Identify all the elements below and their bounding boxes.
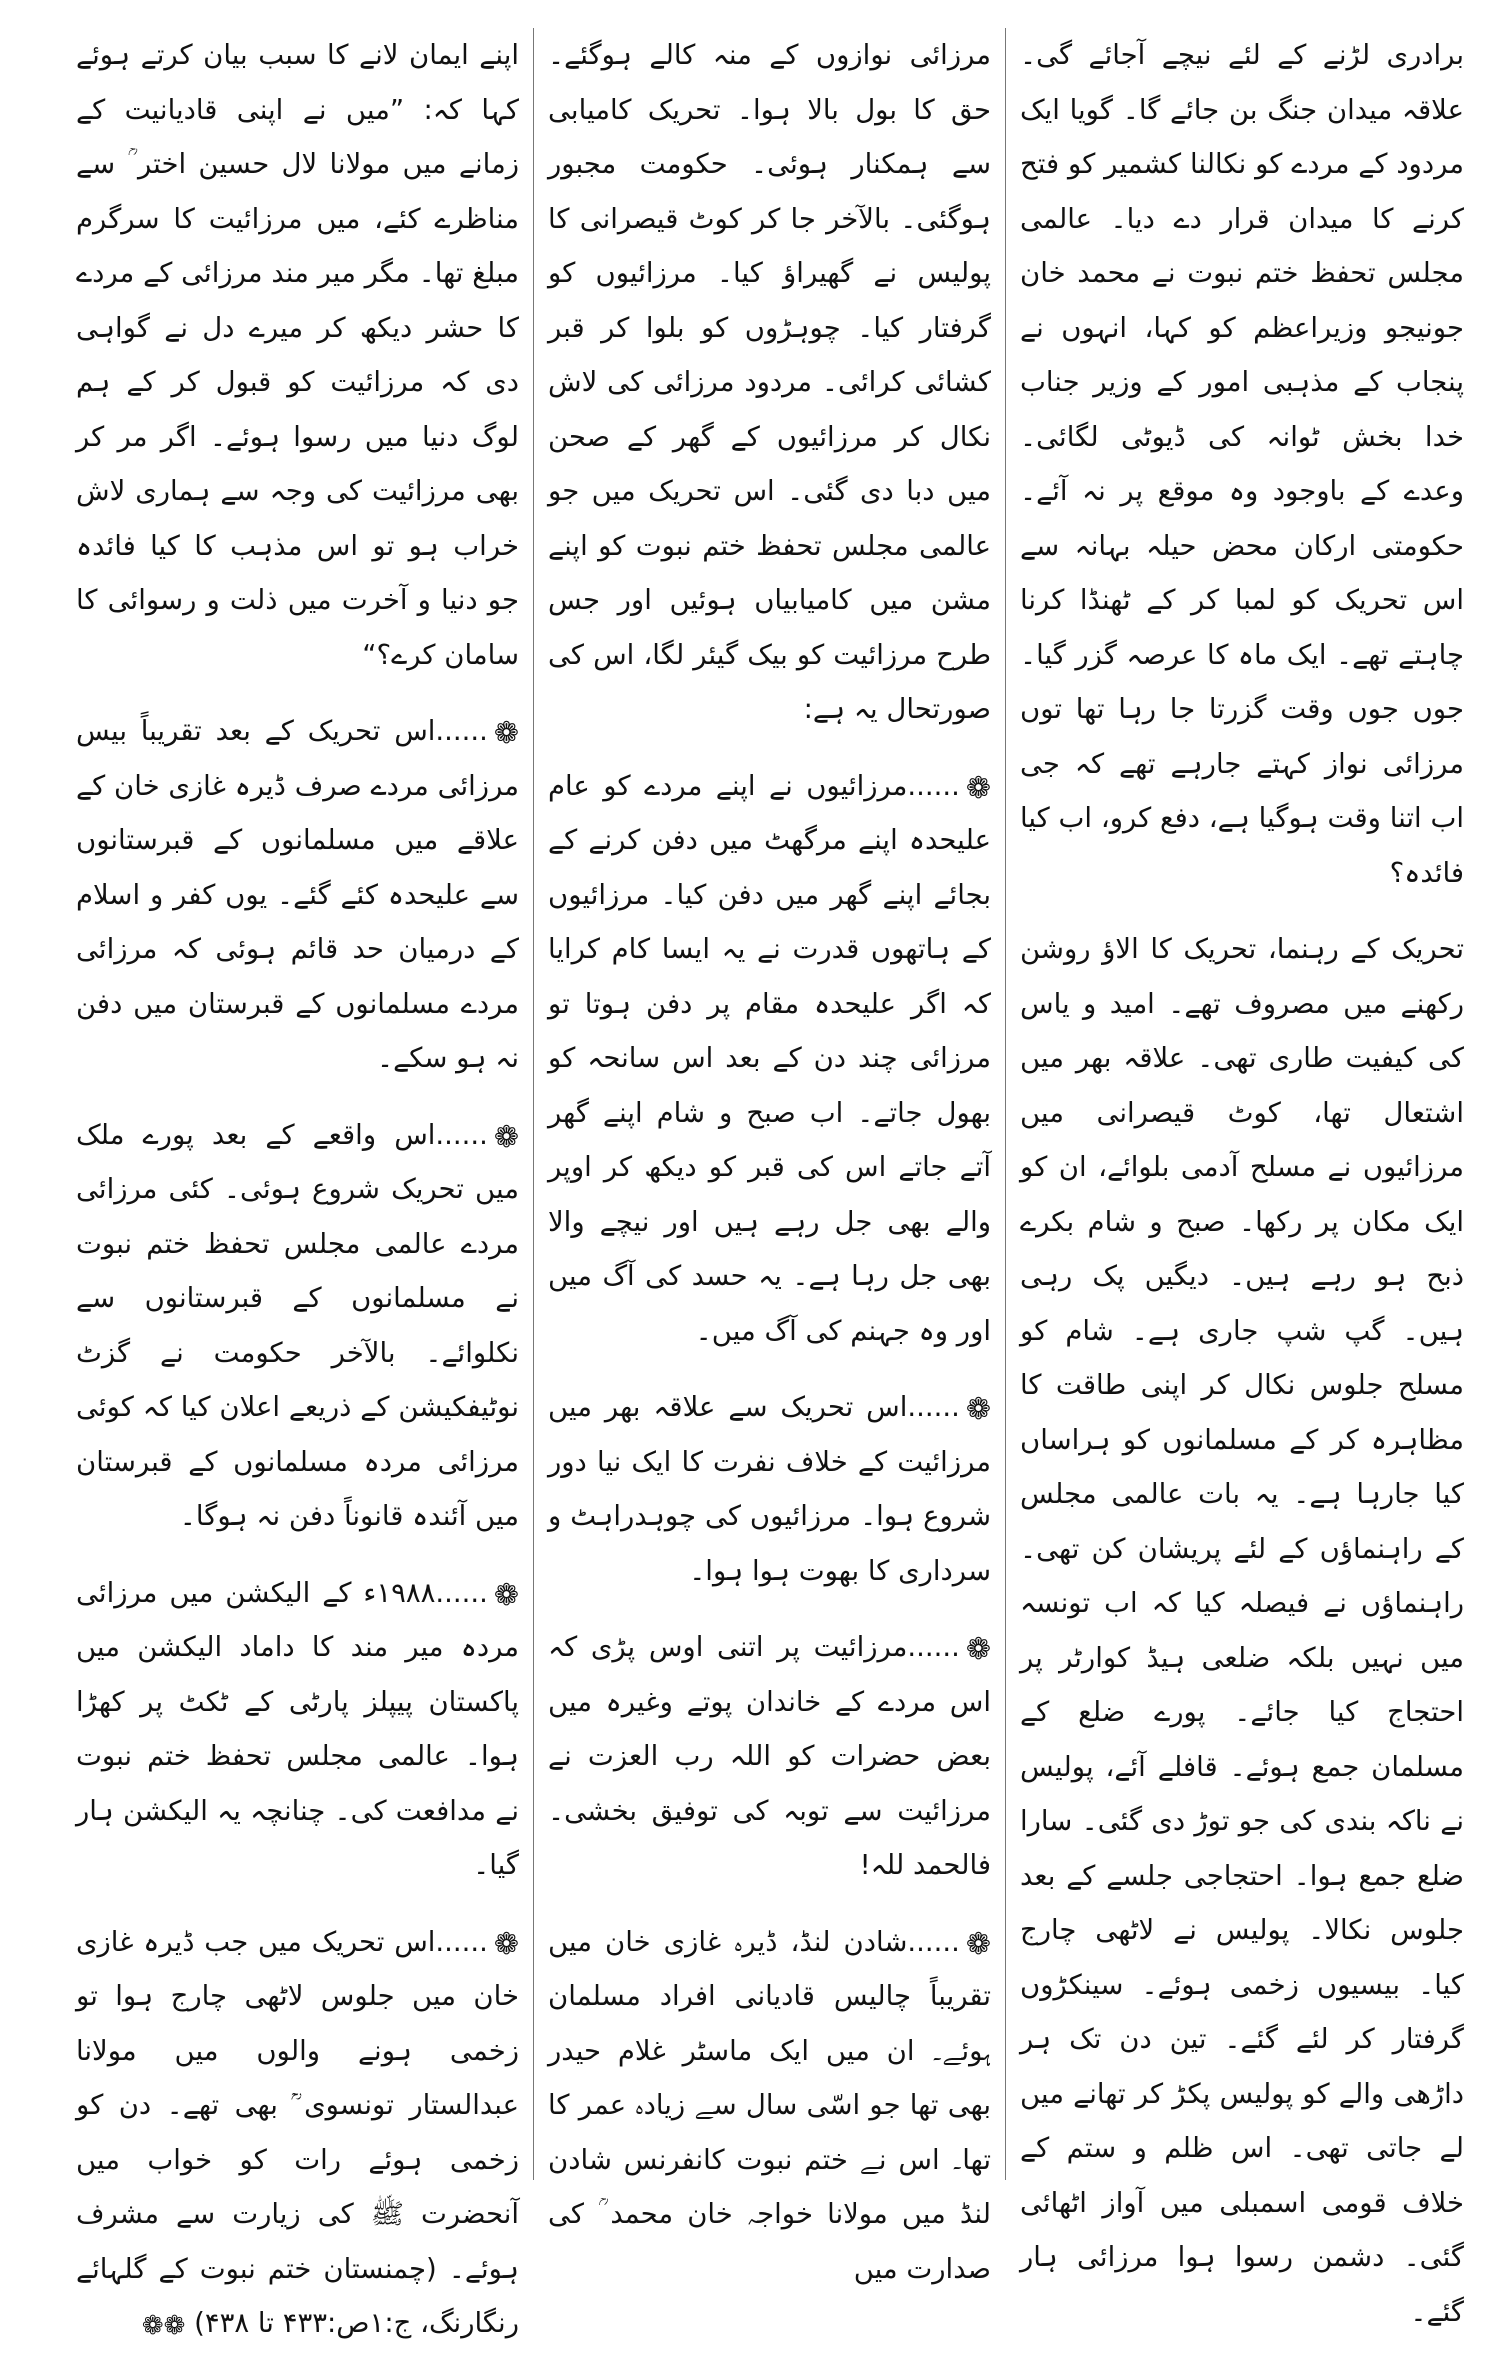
flower-star-icon: ❁ (493, 1119, 519, 1155)
column-left (62, 28, 534, 2341)
bullet-paragraph (548, 1380, 991, 1598)
flower-star-icon: ❁ (965, 1392, 991, 1427)
bullet-paragraph (548, 1620, 991, 1893)
paragraph-text: ......مرزائیت پر اتنی اوس پڑی کہ اس مردے کے خاندان پوتے وغیرہ میں بعض حضرات کو اللہ رب العزت نے مرزائیت سے توبہ کی توفیق بخشی۔ فالحمد للہ! (548, 1631, 991, 1881)
paragraph-text: مرزائی نوازوں کے منہ کالے ہوگئے۔ حق کا بول بالا ہوا۔ تحریک کامیابی سے ہمکنار ہوئی۔ حکومت مجبور ہوگئی۔ بالآخر جا کر کوٹ قیصرانی کا پولیس نے گھیراؤ کیا۔ مرزائیوں کو گرفتار کیا۔ چوہڑوں کو بلوا کر قبر کشائی کرائی۔ مردود مرزائی کی لاش نکال کر مرزائیوں کے گھر کے صحن میں دبا دی گئی۔ اس تحریک میں جو عالمی مجلس تحفظ ختم نبوت کو اپنے مشن میں کامیابیاں ہوئیں اور جس طرح مرزائیت کو بیک گیئر لگا، اس کی صورتحال یہ ہے: (548, 39, 991, 725)
bullet-paragraph (76, 1108, 519, 1544)
bullet-paragraph (76, 704, 519, 1086)
bullet-paragraph (76, 1566, 519, 1893)
flower-star-icon: ❁ (493, 1926, 519, 1962)
flower-star-icon: ❁ (493, 716, 519, 751)
paragraph (1020, 922, 1464, 2339)
paragraph-text: ......شادن لنڈ، ڈیرہ غازی خان میں تقریباً چالیس قادیانی افراد مسلمان ہوئے۔ ان میں ایک ماسٹر غلام حیدر بھی تھا جو اسّی سال سے زیادہ عمر کا تھا۔ اس نے ختم نبوت کانفرنس شادن لنڈ میں مولانا خواجہ خان محمد ؒ کی صدارت میں (548, 1925, 991, 2285)
flower-star-icon: ❁ (493, 1577, 519, 1613)
paragraph-text: ......اس واقعے کے بعد پورے ملک میں تحریک شروع ہوئی۔ کئی مرزائی مردے عالمی مجلس تحفظ ختم نبوت نے مسلمانوں کے قبرستانوں سے نکلوائے۔ بالآخر حکومت نے گزٹ نوٹیفکیشن کے ذریعے اعلان کیا کہ کوئی مرزائی مردہ مسلمانوں کے قبرستان میں آئندہ قانوناً دفن نہ ہوگا۔ (76, 1118, 519, 1532)
end-ornament-icon: ❁❁ (141, 2311, 186, 2341)
paragraph-text: تحریک کے رہنما، تحریک کا الاؤ روشن رکھنے میں مصروف تھے۔ امید و یاس کی کیفیت طاری تھی۔ علاقہ بھر میں اشتعال تھا، کوٹ قیصرانی میں مرزائیوں نے مسلح آدمی بلوائے، ان کو ایک مکان پر رکھا۔ صبح و شام بکرے ذبح ہو رہے ہیں۔ دیگیں پک رہی ہیں۔ گپ شپ جاری ہے۔ شام کو مسلح جلوس نکال کر اپنی طاقت کا مظاہرہ کر کے مسلمانوں کو ہراساں کیا جارہا ہے۔ یہ بات عالمی مجلس کے راہنماؤں کے لئے پریشان کن تھی۔ راہنماؤں نے فیصلہ کیا کہ اب تونسہ میں نہیں بلکہ ضلعی ہیڈ کوارٹر پر احتجاج کیا جائے۔ پورے ضلع کے مسلمان جمع ہوئے۔ قافلے آئے، پولیس نے ناکہ بندی کی جو توڑ دی گئی۔ سارا ضلع جمع ہوا۔ احتجاجی جلسے کے بعد جلوس نکالا۔ پولیس نے لاٹھی چارج کیا۔ بیسیوں زخمی ہوئے۔ سینکڑوں گرفتار کر لئے گئے۔ تین دن تک ہر داڑھی والے کو پولیس پکڑ کر تھانے میں لے جاتی تھی۔ اس ظلم و ستم کے خلاف قومی اسمبلی میں آواز اٹھائی گئی۔ دشمن رسوا ہوا مرزائی ہار گئے۔ (1020, 933, 1464, 2328)
flower-star-icon: ❁ (965, 1632, 991, 1667)
paragraph-text: ......اس تحریک کے بعد تقریباً بیس مرزائی مردے صرف ڈیرہ غازی خان کے علاقے میں مسلمانوں کے قبرستانوں سے علیحدہ کئے گئے۔ یوں کفر و اسلام کے درمیان حد قائم ہوئی کہ مرزائی مردے مسلمانوں کے قبرستان میں دفن نہ ہو سکے۔ (76, 715, 519, 1074)
paragraph (1020, 28, 1464, 900)
paragraph-text: ......مرزائیوں نے اپنے مردے کو عام علیحدہ اپنے مرگھٹ میں دفن کرنے کے بجائے اپنے گھر میں دفن کیا۔ مرزائیوں کے ہاتھوں قدرت نے یہ ایسا کام کرایا کہ اگر علیحدہ مقام پر دفن ہوتا تو مرزائی چند دن کے بعد اس سانحہ کو بھول جاتے۔ اب صبح و شام اپنے گھر آتے جاتے اس کی قبر کو دیکھ کر اوپر والے بھی جل رہے ہیں اور نیچے والا بھی جل رہا ہے۔ یہ حسد کی آگ میں اور وہ جہنم کی آگ میں۔ (548, 769, 991, 1347)
paragraph-text: برادری لڑنے کے لئے نیچے آجائے گی۔ علاقہ میدان جنگ بن جائے گا۔ گویا ایک مردود کے مردے کو نکالنا کشمیر کو فتح کرنے کا میدان قرار دے دیا۔ عالمی مجلس تحفظ ختم نبوت نے محمد خان جونیجو وزیراعظم کو کہا، انہوں نے پنجاب کے مذہبی امور کے وزیر جناب خدا بخش ٹوانہ کی ڈیوٹی لگائی۔ وعدے کے باوجود وہ موقع پر نہ آئے۔ حکومتی ارکان محض حیلہ بہانہ سے اس تحریک کو لمبا کر کے ٹھنڈا کرنا چاہتے تھے۔ ایک ماہ کا عرصہ گزر گیا۔ جوں جوں وقت گزرتا جا رہا تھا توں مرزائی نواز کہتے جارہے تھے کہ جی اب اتنا وقت ہوگیا ہے، دفع کرو، اب کیا فائدہ؟ (1020, 39, 1464, 889)
bullet-paragraph (76, 1915, 519, 2354)
bullet-paragraph (548, 1915, 991, 2297)
paragraph (76, 28, 519, 682)
paragraph-text: ......اس تحریک سے علاقہ بھر میں مرزائیت کے خلاف نفرت کا ایک نیا دور شروع ہوا۔ مرزائیوں کی چوہدراہٹ و سرداری کا بھوت ہوا ہوا۔ (548, 1391, 991, 1587)
paragraph-text: ......اس تحریک میں جب ڈیرہ غازی خان میں جلوس لاٹھی چارج ہوا تو زخمی ہونے والوں میں مولانا عبدالستار تونسوی ؒ بھی تھے۔ دن کو زخمی ہوئے رات کو خواب میں آنحضرت ﷺ کی زیارت سے مشرف ہوئے۔ (چمنستان ختم نبوت کے گلہائے رنگارنگ، ج:۱ص:۴۳۳ تا ۴۳۸) (76, 1925, 519, 2339)
column-middle (534, 28, 1006, 2285)
flower-star-icon: ❁ (965, 770, 991, 806)
bullet-paragraph (548, 759, 991, 1359)
paragraph-text: اپنے ایمان لانے کا سبب بیان کرتے ہوئے کہا کہ: ”میں نے اپنی قادیانیت کے زمانے میں مولانا لال حسین اختر ؒ سے مناظرے کئے، میں مرزائیت کا سرگرم مبلغ تھا۔ مگر میر مند مرزائی کے مردے کا حشر دیکھ کر میرے دل نے گواہی دی کہ مرزائیت کو قبول کر کے ہم لوگ دنیا میں رسوا ہوئے۔ اگر مر کر بھی مرزائیت کی وجہ سے ہماری لاش خراب ہو تو اس مذہب کا کیا فائدہ جو دنیا و آخرت میں ذلت و رسوائی کا سامان کرے؟“ (76, 39, 519, 671)
text-columns (22, 28, 1478, 2341)
column-right (1006, 28, 1478, 2328)
paragraph-text: ......۱۹۸۸ء کے الیکشن میں مرزائی مردہ میر مند کا داماد الیکشن میں پاکستان پیپلز پارٹی کے ٹکٹ پر کھڑا ہوا۔ عالمی مجلس تحفظ ختم نبوت نے مدافعت کی۔ چنانچہ یہ الیکشن ہار گیا۔ (76, 1576, 519, 1881)
flower-star-icon: ❁ (965, 1926, 991, 1962)
paragraph (548, 28, 991, 737)
